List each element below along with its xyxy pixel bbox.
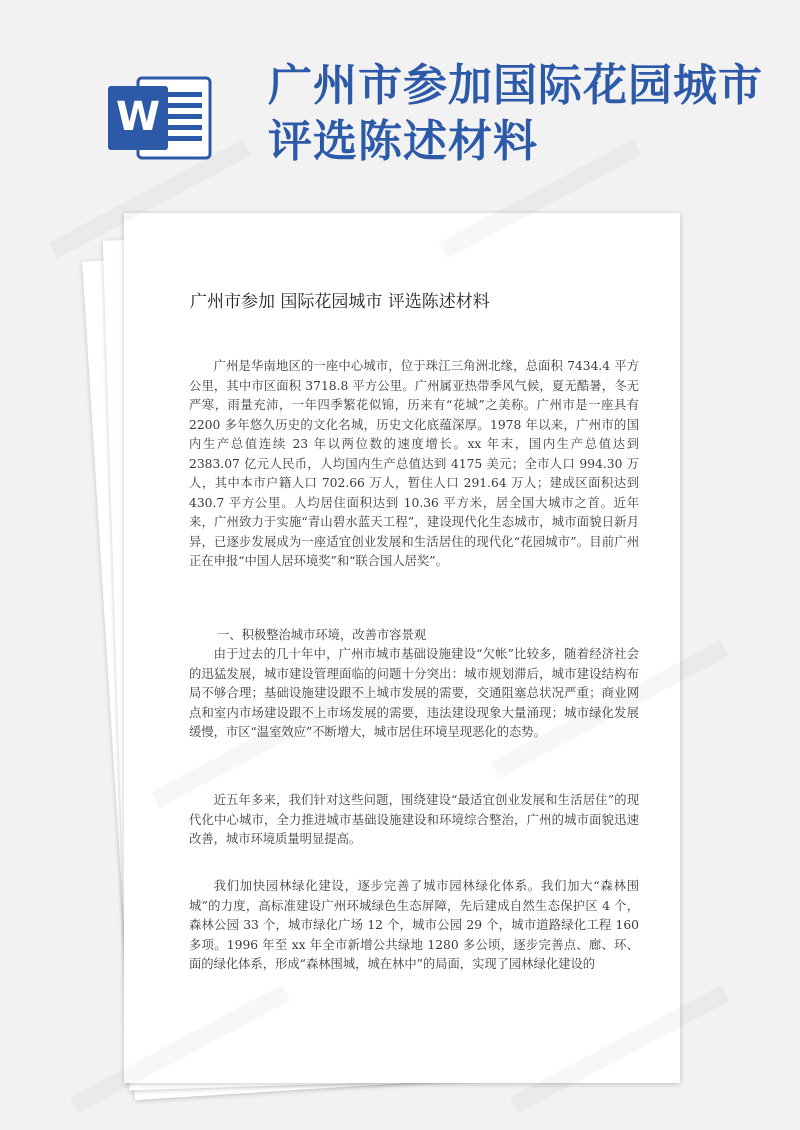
- word-icon-letter: W: [115, 94, 161, 140]
- section-heading: 一、积极整治城市环境，改善市容景观: [217, 628, 427, 642]
- document-title: 广州市参加 国际花园城市 评选陈述材料: [190, 292, 490, 312]
- paragraph-problems: 由于过去的几十年中，广州市城市基础设施建设“欠帐”比较多，随着经济社会的迅猛发展，城市建设管理面临的问题十分突出：城市规划滞后，城市建设结构布局不够合理；基础设施建设跟不上城市发展的需要，交通阻塞总状况严重；商业网点和室内市场建设跟不上市场发展的需要，违法建设现象大量涌现；城市绿化发展缓慢，市区“温室效应”不断增大，城市居住环境呈现恶化的态势。: [189, 647, 639, 739]
- document-content: [124, 213, 680, 1083]
- word-document-icon: [108, 72, 214, 164]
- paragraph-greening: 我们加快园林绿化建设，逐步完善了城市园林绿化体系。我们加大“森林围城”的力度，高标准建设广州环城绿色生态屏障，先后建成自然生态保护区 4 个，森林公园 33 个，城市绿化广场 12 个，城市公园 29 个，城市道路绿化工程 160 多项。1996 年至 xx 年全市新增公共绿地 1280 多公顷，逐步完善点、廊、环、面的绿化体系，形成“森林围城，城在林中”的局面，实现了园林绿化建设的: [189, 879, 639, 971]
- document-page: [124, 213, 680, 1083]
- page-title: 广州市参加国际花园城市评选陈述材料: [268, 60, 763, 167]
- paragraph-intro: 广州是华南地区的一座中心城市，位于珠江三角洲北缘，总面积 7434.4 平方公里，其中市区面积 3718.8 平方公里。广州属亚热带季风气候，夏无酷暑，冬无严寒，雨量充沛，一年四季繁花似锦，历来有“花城”之美称。广州市是一座具有 2200 多年悠久历史的文化名城，历史文化底蕴深厚。1978 年以来，广州市的国内生产总值连续 23 年以两位数的速度增长。xx 年末，国内生产总值达到 2383.07 亿元人民币，人均国内生产总值达到 4175 美元；全市人口 994.30 万人，其中本市户籍人口 702.66 万人，暂住人口 291.64 万人；建成区面积达到 430.7 平方公里。人均居住面积达到 10.36 平方米，居全国大城市之首。近年来，广州致力于实施“青山碧水蓝天工程”，建设现代化生态城市，城市面貌日新月异，已逐步发展成为一座适宜创业发展和生活居住的现代化“花园城市”。目前广州正在申报“中国人居环境奖”和“联合国人居奖”。: [189, 359, 639, 568]
- paragraph-response: 近五年多来，我们针对这些问题，围绕建设“最适宜创业发展和生活居住”的现代化中心城市，全力推进城市基础设施建设和环境综合整治，广州的城市面貌迅速改善，城市环境质量明显提高。: [189, 793, 639, 846]
- header: [0, 0, 800, 215]
